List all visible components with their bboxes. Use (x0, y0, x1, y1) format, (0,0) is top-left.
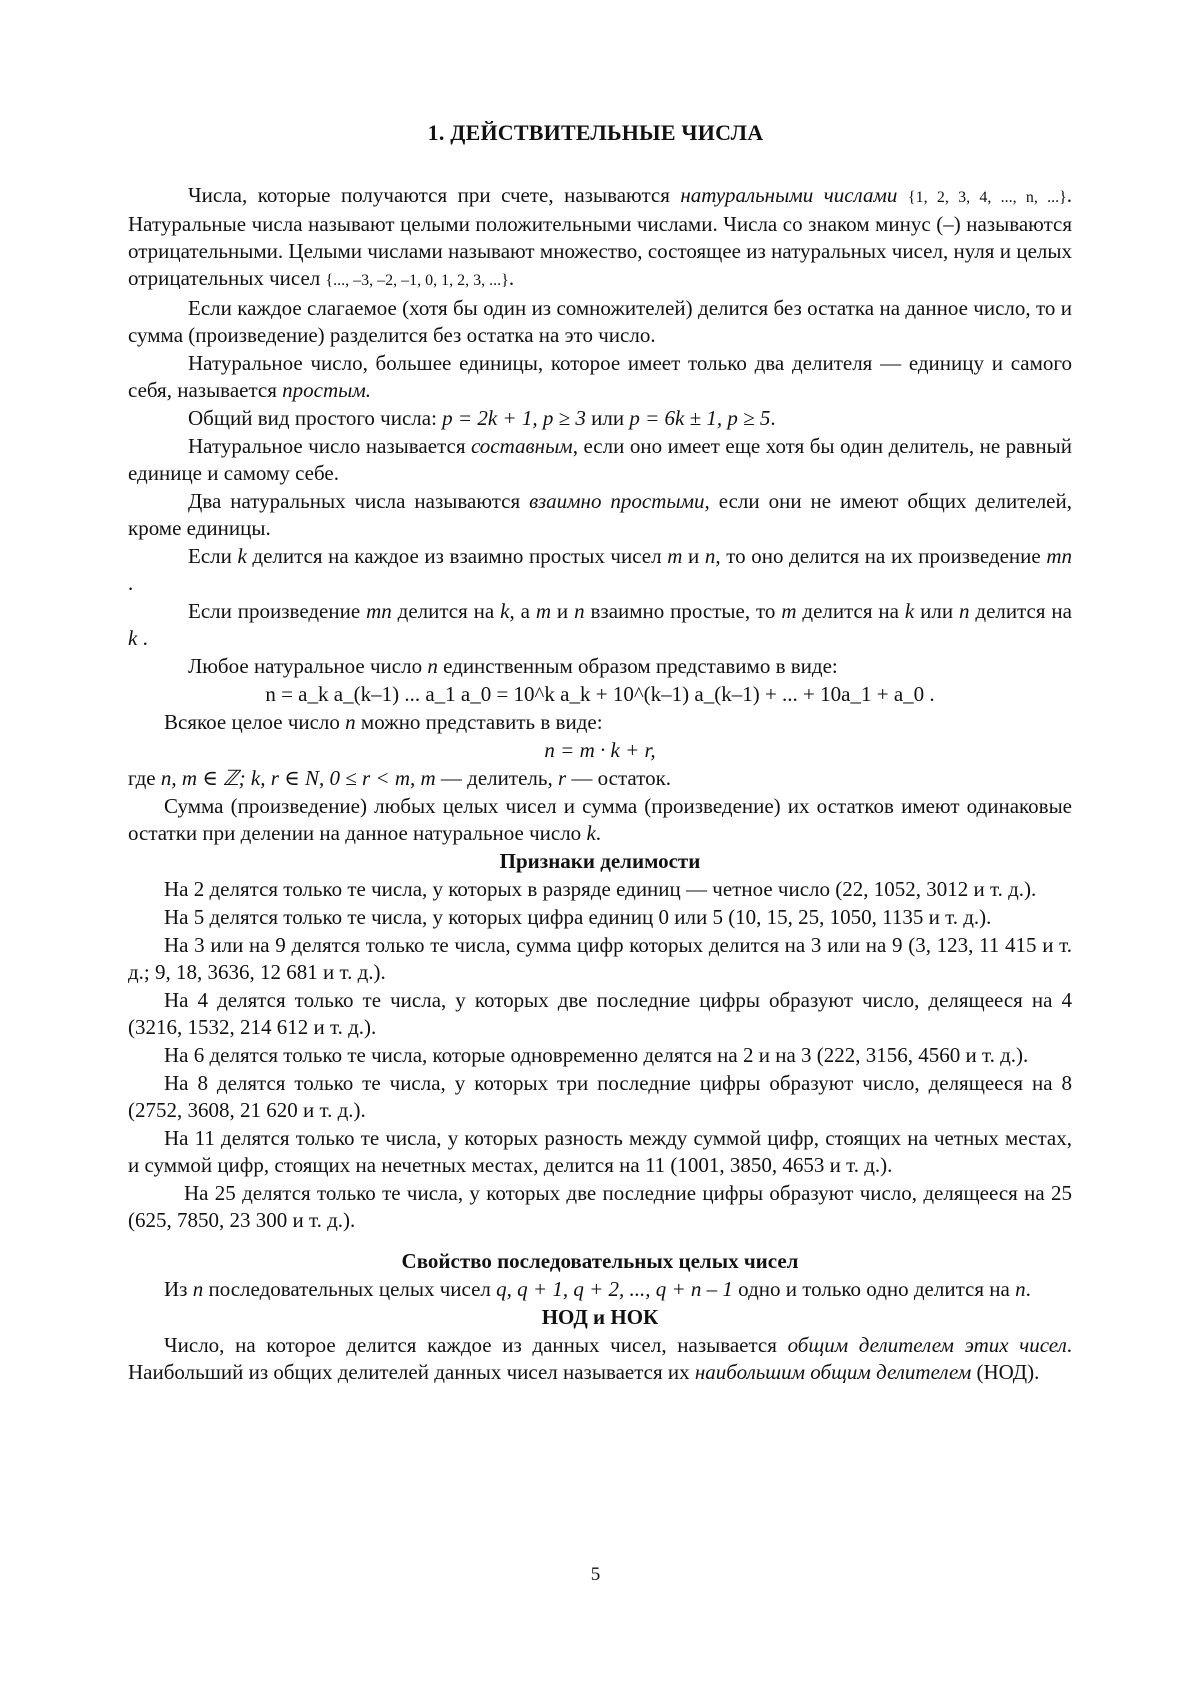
rule-divisible-by-8: На 8 делятся только те числа, у которых три последние цифры образуют число, делящееся на 8 (2752, 3608, 21 620 и т. д.). (128, 1071, 1072, 1122)
rule-divisible-by-5: На 5 делятся только те числа, у которых цифра единиц 0 или 5 (10, 15, 25, 1050, 1135 и т. д.). (164, 905, 992, 929)
page-number: 5 (590, 1564, 601, 1585)
paragraph-gcd: Число, на которое делится каждое из данных чисел, называется общим делителем этих чисел. Наибольший из общих делителей данных чисел называется их наибольшим общим делителем (НОД). (128, 1333, 1073, 1384)
heading-divisibility: Признаки делимости (499, 849, 701, 873)
formula-prime-1: p = 2k + 1, p ≥ 3 (442, 406, 586, 430)
page-title: 1. ДЕЙСТВИТЕЛЬНЫЕ ЧИСЛА (427, 120, 764, 145)
paragraph-representation: Любое натуральное число n единственным образом представимо в виде: (188, 654, 838, 678)
formula-prime-2: p = 6k ± 1, p ≥ 5 (629, 406, 771, 430)
paragraph-division-with-remainder: Всякое целое число n можно представить в виде: (164, 710, 603, 734)
rule-divisible-by-4: На 4 делятся только те числа, у которых две последние цифры образуют число, делящееся на 4 (3216, 1532, 214 612 и т. д.). (128, 988, 1072, 1039)
heading-gcd-lcm: НОД и НОК (541, 1305, 659, 1329)
paragraph-prime: Натуральное число, большее единицы, которое имеет только два делителя — единицу и самого себя, называется простым. (128, 351, 1072, 402)
paragraph-remainders: Сумма (произведение) любых целых чисел и сумма (произведение) их остатков имеют одинаковые остатки при делении на данное натуральное число k. (128, 794, 1072, 845)
set-integers: {..., –3, –2, –1, 0, 1, 2, 3, ...} (325, 272, 509, 289)
paragraph-natural-numbers: Числа, которые получаются при счете, называются натуральными числами {1, 2, 3, 4, ..., n, ...}. Натуральные числа называют целыми положительными числами. Числа со знаком минус (–) называются отрицательными. Целыми числами называют множество, состоящее из натуральных чисел, нуля и целых отрицательных чисел {..., –3, –2, –1, 0, 1, 2, 3, ...}. (128, 183, 1073, 290)
rule-divisible-by-25: На 25 делятся только те числа, у которых две последние цифры образуют число, делящееся на 25 (625, 7850, 23 300 и т. д.). (128, 1181, 1072, 1232)
paragraph-consecutive: Из n последовательных целых чисел q, q + 1, q + 2, ..., q + n – 1 одно и только одно делится на n. (164, 1277, 1031, 1301)
paragraph-coprime: Два натуральных числа называются взаимно простыми, если они не имеют общих делителей, кроме единицы. (128, 489, 1072, 540)
page-body (128, 182, 1072, 1387)
paragraph-product-divisibility: Если произведение mn делится на k, а m и n взаимно простые, то m делится на k или n делится на k . (128, 599, 1072, 650)
rule-divisible-by-3-9: На 3 или на 9 делятся только те числа, сумма цифр которых делится на 3 или на 9 (3, 123, 11 415 и т. д.; 9, 18, 3636, 12 681 и т. д.). (128, 933, 1072, 984)
rule-divisible-by-6: На 6 делятся только те числа, которые одновременно делятся на 2 и на 3 (222, 3156, 4560 и т. д.). (164, 1043, 1029, 1067)
rule-divisible-by-2: На 2 делятся только те числа, у которых в разряде единиц — четное число (22, 1052, 3012 и т. д.). (164, 877, 1037, 901)
paragraph-prime-form: Общий вид простого числа: p = 2k + 1, p ≥ 3 или p = 6k ± 1, p ≥ 5. (188, 406, 776, 430)
heading-consecutive: Свойство последовательных целых чисел (401, 1249, 799, 1273)
paragraph-divisibility-sum: Если каждое слагаемое (хотя бы один из сомножителей) делится без остатка на данное число, то и сумма (произведение) разделится без остатка на это число. (128, 296, 1072, 347)
set-natural: {1, 2, 3, 4, ..., n, ...} (907, 189, 1067, 206)
formula-consecutive: q, q + 1, q + 2, ..., q + n – 1 (496, 1277, 733, 1301)
paragraph-where: где n, m ∈ ℤ; k, r ∈ N, 0 ≤ r < m, m — делитель, r — остаток. (128, 766, 672, 790)
paragraph-coprime-product: Если k делится на каждое из взаимно простых чисел m и n, то оно делится на их произведение mn . (128, 544, 1072, 595)
equation-division: n = m · k + r, (544, 738, 656, 762)
formula-where: n, m ∈ ℤ; k, r ∈ N, 0 ≤ r < m, m (160, 766, 436, 790)
paragraph-composite: Натуральное число называется составным, если оно имеет еще хотя бы один делитель, не равный единице и самому себе. (128, 434, 1072, 485)
equation-decimal-expansion: n = a_k a_(k–1) ... a_1 a_0 = 10^k a_k + 10^(k–1) a_(k–1) + ... + 10a_1 + a_0 . (265, 682, 935, 706)
rule-divisible-by-11: На 11 делятся только те числа, у которых разность между суммой цифр, стоящих на четных местах, и суммой цифр, стоящих на нечетных местах, делится на 11 (1001, 3850, 4653 и т. д.). (128, 1126, 1072, 1177)
